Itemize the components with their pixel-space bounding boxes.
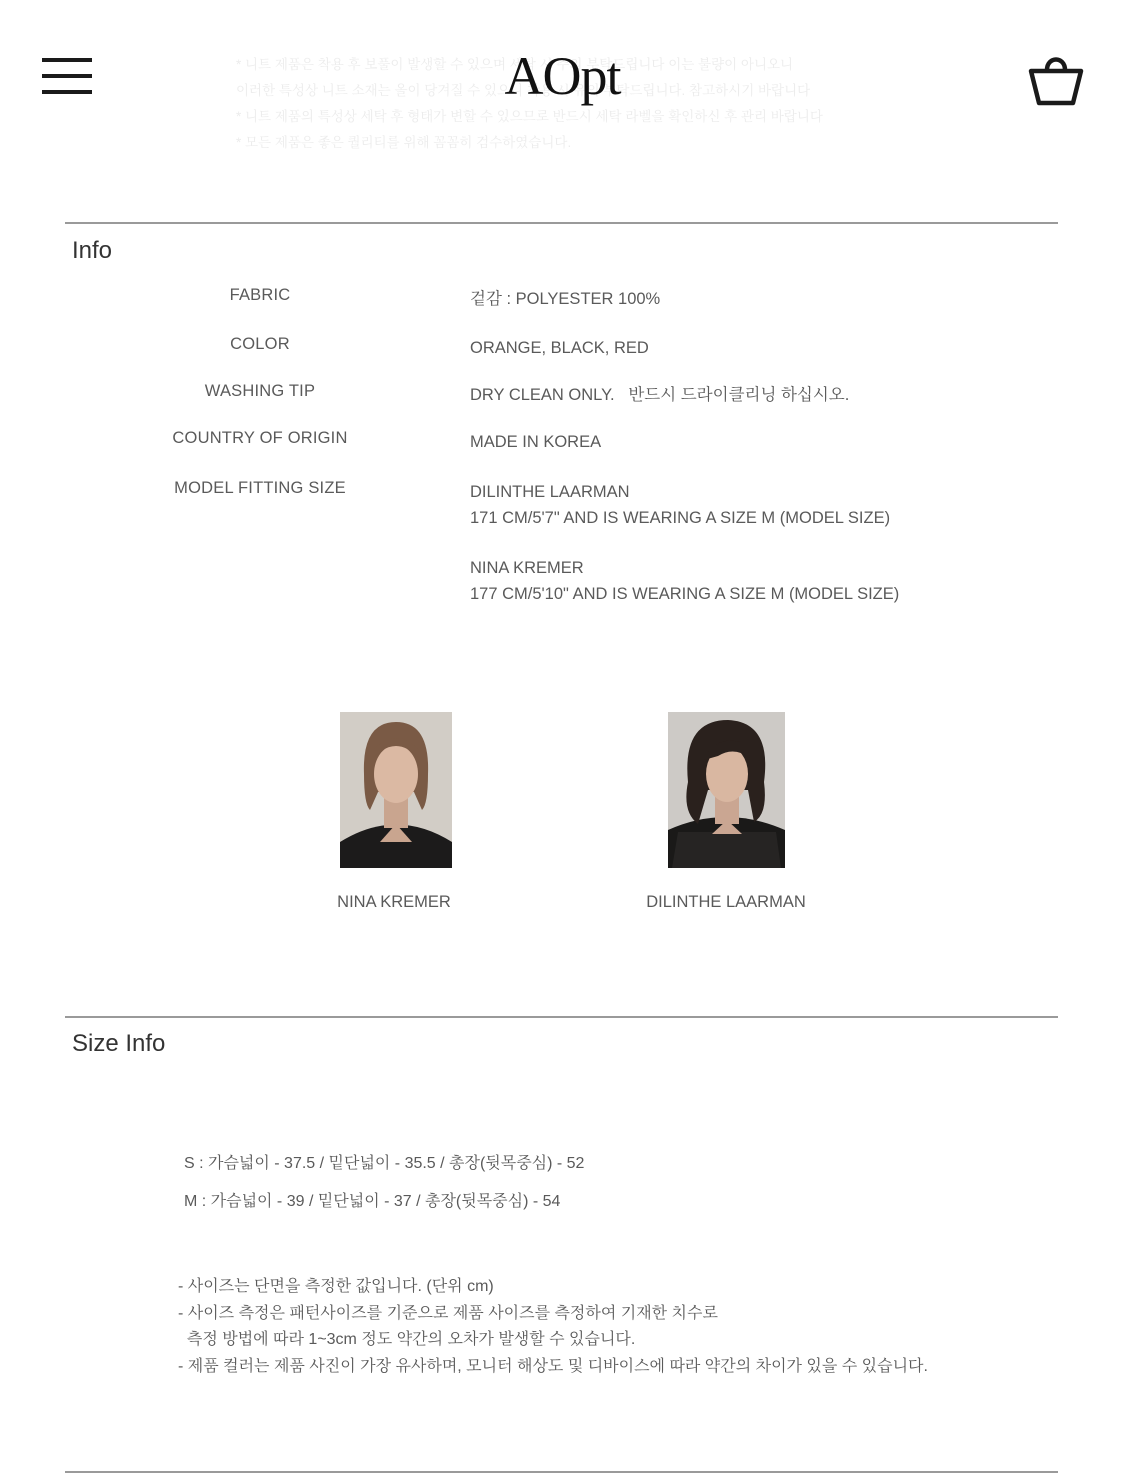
size-spec-m: M : 가슴넓이 - 39 / 밑단넓이 - 37 / 총장(뒷목중심) - 54 — [184, 1193, 561, 1210]
model-photo-dilinthe-laarman — [668, 712, 785, 868]
size-info-section-title: Size Info — [72, 1030, 166, 1057]
info-label: FABRIC — [229, 286, 291, 304]
info-label: COUNTRY OF ORIGIN — [172, 429, 348, 447]
note-line: - 제품 컬러는 제품 사진이 가장 유사하며, 모니터 해상도 및 디바이스에 따라 약간의 차이가 있을 수 있습니다. — [178, 1357, 928, 1375]
model-photo-nina-kremer — [340, 712, 452, 868]
info-value: ORANGE, BLACK, RED — [470, 339, 649, 357]
shopping-basket-icon[interactable] — [1026, 50, 1086, 110]
info-value: DILINTHE LAARMAN 171 CM/5'7" AND IS WEARING A SIZE M (MODEL SIZE) NINA KREMER 177 CM/5'10" AND IS WEARING A SIZE M (MODEL SIZE) — [470, 483, 900, 603]
size-notes — [178, 1274, 928, 1380]
header — [0, 0, 1125, 160]
info-value: DRY CLEAN ONLY. 반드시 드라이클리닝 하십시오. — [470, 386, 850, 404]
info-label: COLOR — [230, 335, 290, 353]
info-value: 겉감 : POLYESTER 100% — [470, 290, 661, 308]
section-divider — [65, 1016, 1058, 1018]
note-line: 측정 방법에 따라 1~3cm 정도 약간의 오차가 발생할 수 있습니다. — [178, 1331, 636, 1348]
faded-background-text: * 니트 제품은 착용 후 보풀이 발생할 수 있으며 세탁 시 주의 부탁드립니다 이는 불량이 아니오니 이러한 특성상 니트 소재는 올이 당겨질 수 있으니 착용 시 유의 부탁드립니다. 참고하시기 바랍니다 * 니트 제품의 특성상 세탁 후 형태가 변할 수 있으므로 반드시 세탁 라벨을 확인하신 후 관리 바랍니다 * 모든 제품은 좋은 퀄리티를 위해 꼼꼼히 검수하였습니다. — [236, 57, 823, 150]
info-label: WASHING TIP — [204, 382, 316, 400]
note-line: - 사이즈 측정은 패턴사이즈를 기준으로 제품 사이즈를 측정하여 기재한 치수로 — [178, 1304, 718, 1322]
size-spec-s: S : 가슴넓이 - 37.5 / 밑단넓이 - 35.5 / 총장(뒷목중심) - 52 — [184, 1155, 585, 1172]
note-line: - 사이즈는 단면을 측정한 값입니다. (단위 cm) — [178, 1278, 494, 1295]
info-value: MADE IN KOREA — [470, 433, 602, 451]
info-label: MODEL FITTING SIZE — [174, 479, 346, 497]
brand-logo[interactable]: AOpt — [504, 46, 621, 106]
model-name-dilinthe-laarman: DILINTHE LAARMAN — [646, 893, 806, 911]
section-divider — [65, 1471, 1058, 1473]
info-section-title: Info — [72, 237, 113, 264]
section-divider — [65, 222, 1058, 224]
model-name-nina-kremer: NINA KREMER — [337, 893, 451, 911]
